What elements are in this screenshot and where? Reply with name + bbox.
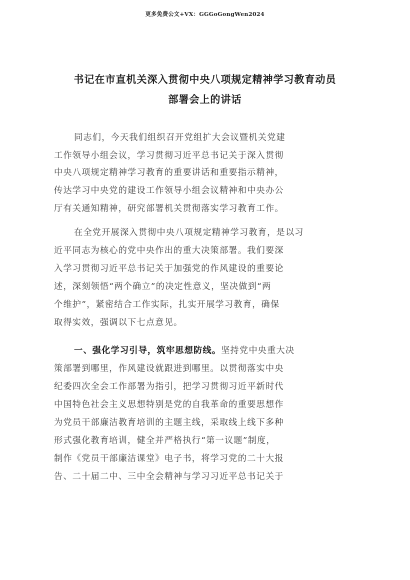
body-line (54, 150, 356, 162)
body-line (54, 417, 356, 429)
body-line-text: 中央八项规定精神学习教育的重要讲话和重要指示精神， (54, 168, 284, 178)
body-line-text: 个维护”，紧密结合工作实际，扎实开展学习教育，确保 (54, 300, 280, 310)
body-line (54, 435, 356, 447)
body-line-text: 纪委四次全会工作部署为指引，把学习贯彻习近平新时代 (54, 382, 284, 392)
body-line (54, 381, 356, 393)
body-line (54, 245, 356, 257)
body-line (54, 399, 356, 411)
body-line (54, 471, 356, 483)
body-line-text: 形式强化教育培训，健全并严格执行“第一议题”制度， (54, 436, 276, 446)
body-line-text: 工作领导小组会议，学习贯彻习近平总书记关于深入贯彻 (54, 151, 284, 161)
section-heading: 一、强化学习引导，筑牢思想防线。 (74, 346, 222, 356)
document-title-line-1: 书记在市直机关深入贯彻中央八项规定精神学习教育动员 (73, 75, 337, 86)
body-line-text: 入学习贯彻习近平总书记关于加强党的作风建设的重要论 (54, 264, 284, 274)
body-line (54, 363, 356, 375)
document-title-line-2: 部署会上的讲话 (168, 95, 242, 106)
body-line-text: 近平同志为核心的党中央作出的重大决策部署。我们要深 (54, 246, 284, 256)
body-line (54, 299, 356, 311)
body-line-text: 告、二十届二中、三中全会精神与学习习近平总书记关于 (54, 472, 284, 482)
body-line (74, 227, 356, 239)
body-line-text: 取得实效，强调以下七点意见。 (54, 318, 183, 328)
body-line (74, 132, 356, 144)
body-line-text: 策部署到哪里，作风建设就跟进到哪里。以贯彻落实中央 (54, 364, 284, 374)
body-line-text: 坚持党中央重大决 (221, 346, 295, 356)
body-line (54, 263, 356, 275)
body-line-text: 中国特色社会主义思想特别是党的自我革命的重要思想作 (54, 400, 284, 410)
body-line (54, 185, 356, 197)
body-line (54, 281, 356, 293)
body-line-text: 传达学习中央党的建设工作领导小组会议精神和中央办公 (54, 186, 284, 196)
body-line-text: 同志们，今天我们组织召开党组扩大会议暨机关党建 (74, 133, 286, 143)
header-note: 更多免费公文+VX：GGGoGongWen2024 (145, 12, 265, 18)
body-line-text: 在全党开展深入贯彻中央八项规定精神学习教育，是以习 (74, 228, 304, 238)
body-line (54, 203, 356, 215)
body-line (54, 453, 356, 465)
body-line (54, 167, 356, 179)
body-line-text: 述，深刻领悟“两个确立”的决定性意义，坚决做到“两 (54, 282, 272, 292)
body-line (54, 317, 356, 329)
body-line-text: 为党员干部廉洁教育培训的主题主线，采取线上线下多种 (54, 418, 284, 428)
body-line-text: 厅有关通知精神，研究部署机关贯彻落实学习教育工作。 (54, 204, 284, 214)
body-line (74, 345, 356, 357)
body-line-text: 制作《党员干部廉洁课堂》电子书，将学习党的二十大报 (54, 454, 284, 464)
